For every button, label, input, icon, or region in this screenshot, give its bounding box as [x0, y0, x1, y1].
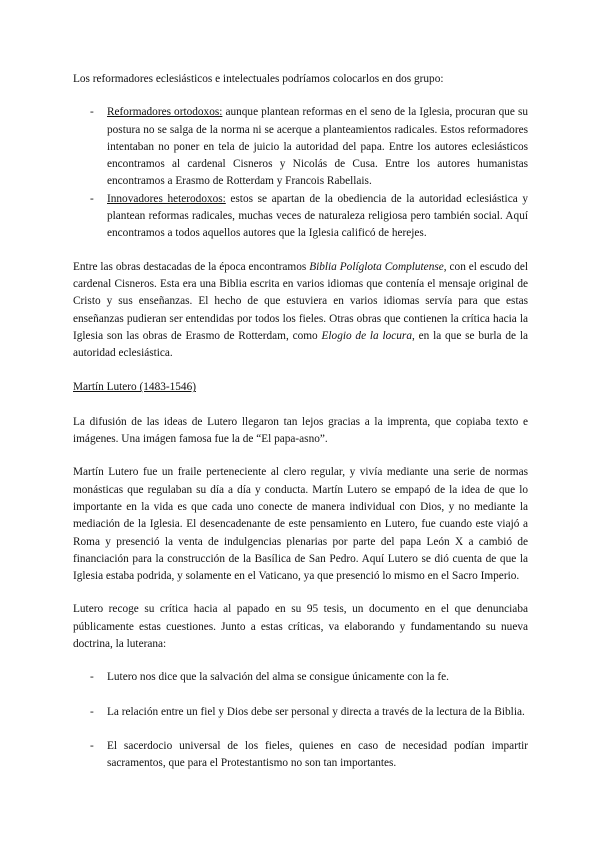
reformer-groups-list — [73, 104, 528, 242]
section-heading-text: Martín Lutero (1483-1546) — [73, 381, 196, 394]
doctrine-item-sacerdocio: - El sacerdocio universal de los fieles, quienes en caso de necesidad podían impartir sacramentos, que para el Protestantismo no son tan importantes. — [73, 738, 528, 773]
term-reformadores-ortodoxos: Reformadores ortodoxos: — [107, 106, 223, 119]
description-innovadores-heterodoxos: estos se apartan de la obediencia de la autoridad eclesiástica y plantean reformas radicales, muchas veces de naturaleza religiosa pero también social. Aquí encontramos a todos aquellos autores que la Iglesia calificó de herejes. — [107, 192, 528, 240]
page-body — [73, 71, 528, 790]
works-text-middle: , con el escudo del cardenal Cisneros. Esta era una Biblia escrita en varios idiomas que contenía el mensaje original de Cristo y sus enseñanzas. El hecho de que estuviera en varios idiomas servía para que estas enseñanzas pudieran ser entendidas por todos los fieles. Otras obras que contienen la crítica hacia la Iglesia son las obras de Erasmo de Rotterdam, como — [73, 260, 528, 342]
term-innovadores-heterodoxos: Innovadores heterodoxos: — [107, 192, 226, 205]
works-text-end: , en la que se burla de la autoridad eclesiástica. — [73, 329, 528, 360]
works-text-start: Entre las obras destacadas de la época encontramos — [73, 260, 310, 273]
tesis-paragraph: Lutero recoge su crítica hacia al papado en su 95 tesis, un documento en el que denunciaba públicamente estas cuestiones. Junto a estas críticas, va elaborando y fundamentando su nueva doctrina, la luterana: — [73, 603, 528, 651]
doctrine-item-fe: - Lutero nos dice que la salvación del alma se consigue únicamente con la fe. — [73, 669, 528, 686]
doctrine-item-biblia: - La relación entre un fiel y Dios debe ser personal y directa a través de la lectura de la Biblia. — [73, 704, 528, 721]
fraile-paragraph: Martín Lutero fue un fraile perteneciente al clero regular, y vivía mediante una serie de normas monásticas que regulaban su día a día y conducta. Martín Lutero se empapó de la idea de que lo importante en la vida es que cada uno conecte de manera individual con Dios, y no mediante la mediación de la Iglesia. El desencadenante de este pensamiento en Lutero, fue cuando este viajó a Roma y presenció la venta de indulgencias plenarias por parte del papa León X a cambió de financiación para la construcción de la Basílica de San Pedro. Aquí Lutero se dió cuenta de que la Iglesia estaba podrida, y solamente en el Vaticano, ya que presenció lo mismo en el Sacro Imperio. — [73, 466, 528, 583]
description-reformadores-ortodoxos: aunque plantean reformas en el seno de la Iglesia, procuran que su postura no se salga de la norma ni se acerque a planteamientos radicales. Estos reformadores intentaban no poner en tela de juicio la autoridad del papa. Entre los autores eclesiásticos encontramos al cardenal Cisneros y Nicolás de Cusa. Entre los autores humanistas encontramos a Erasmo de Rotterdam y Francois Rabellais. — [107, 106, 528, 188]
list-item-innovadores-heterodoxos — [73, 191, 528, 243]
intro-paragraph: Los reformadores eclesiásticos e intelectuales podríamos colocarlos en dos grupo: — [73, 73, 444, 85]
title-biblia-poliglota: Biblia Políglota Complutense — [309, 260, 444, 273]
title-elogio-locura: Elogio de la locura — [321, 329, 412, 342]
imprenta-paragraph: La difusión de las ideas de Lutero llegaron tan lejos gracias a la imprenta, que copiaba texto e imágenes. Una imágen famosa fue la de “El papa-asno”. — [73, 415, 528, 446]
section-heading-lutero — [73, 379, 528, 396]
doctrine-list — [73, 669, 528, 772]
list-item-reformadores-ortodoxos — [73, 104, 528, 190]
works-paragraph — [73, 259, 528, 363]
